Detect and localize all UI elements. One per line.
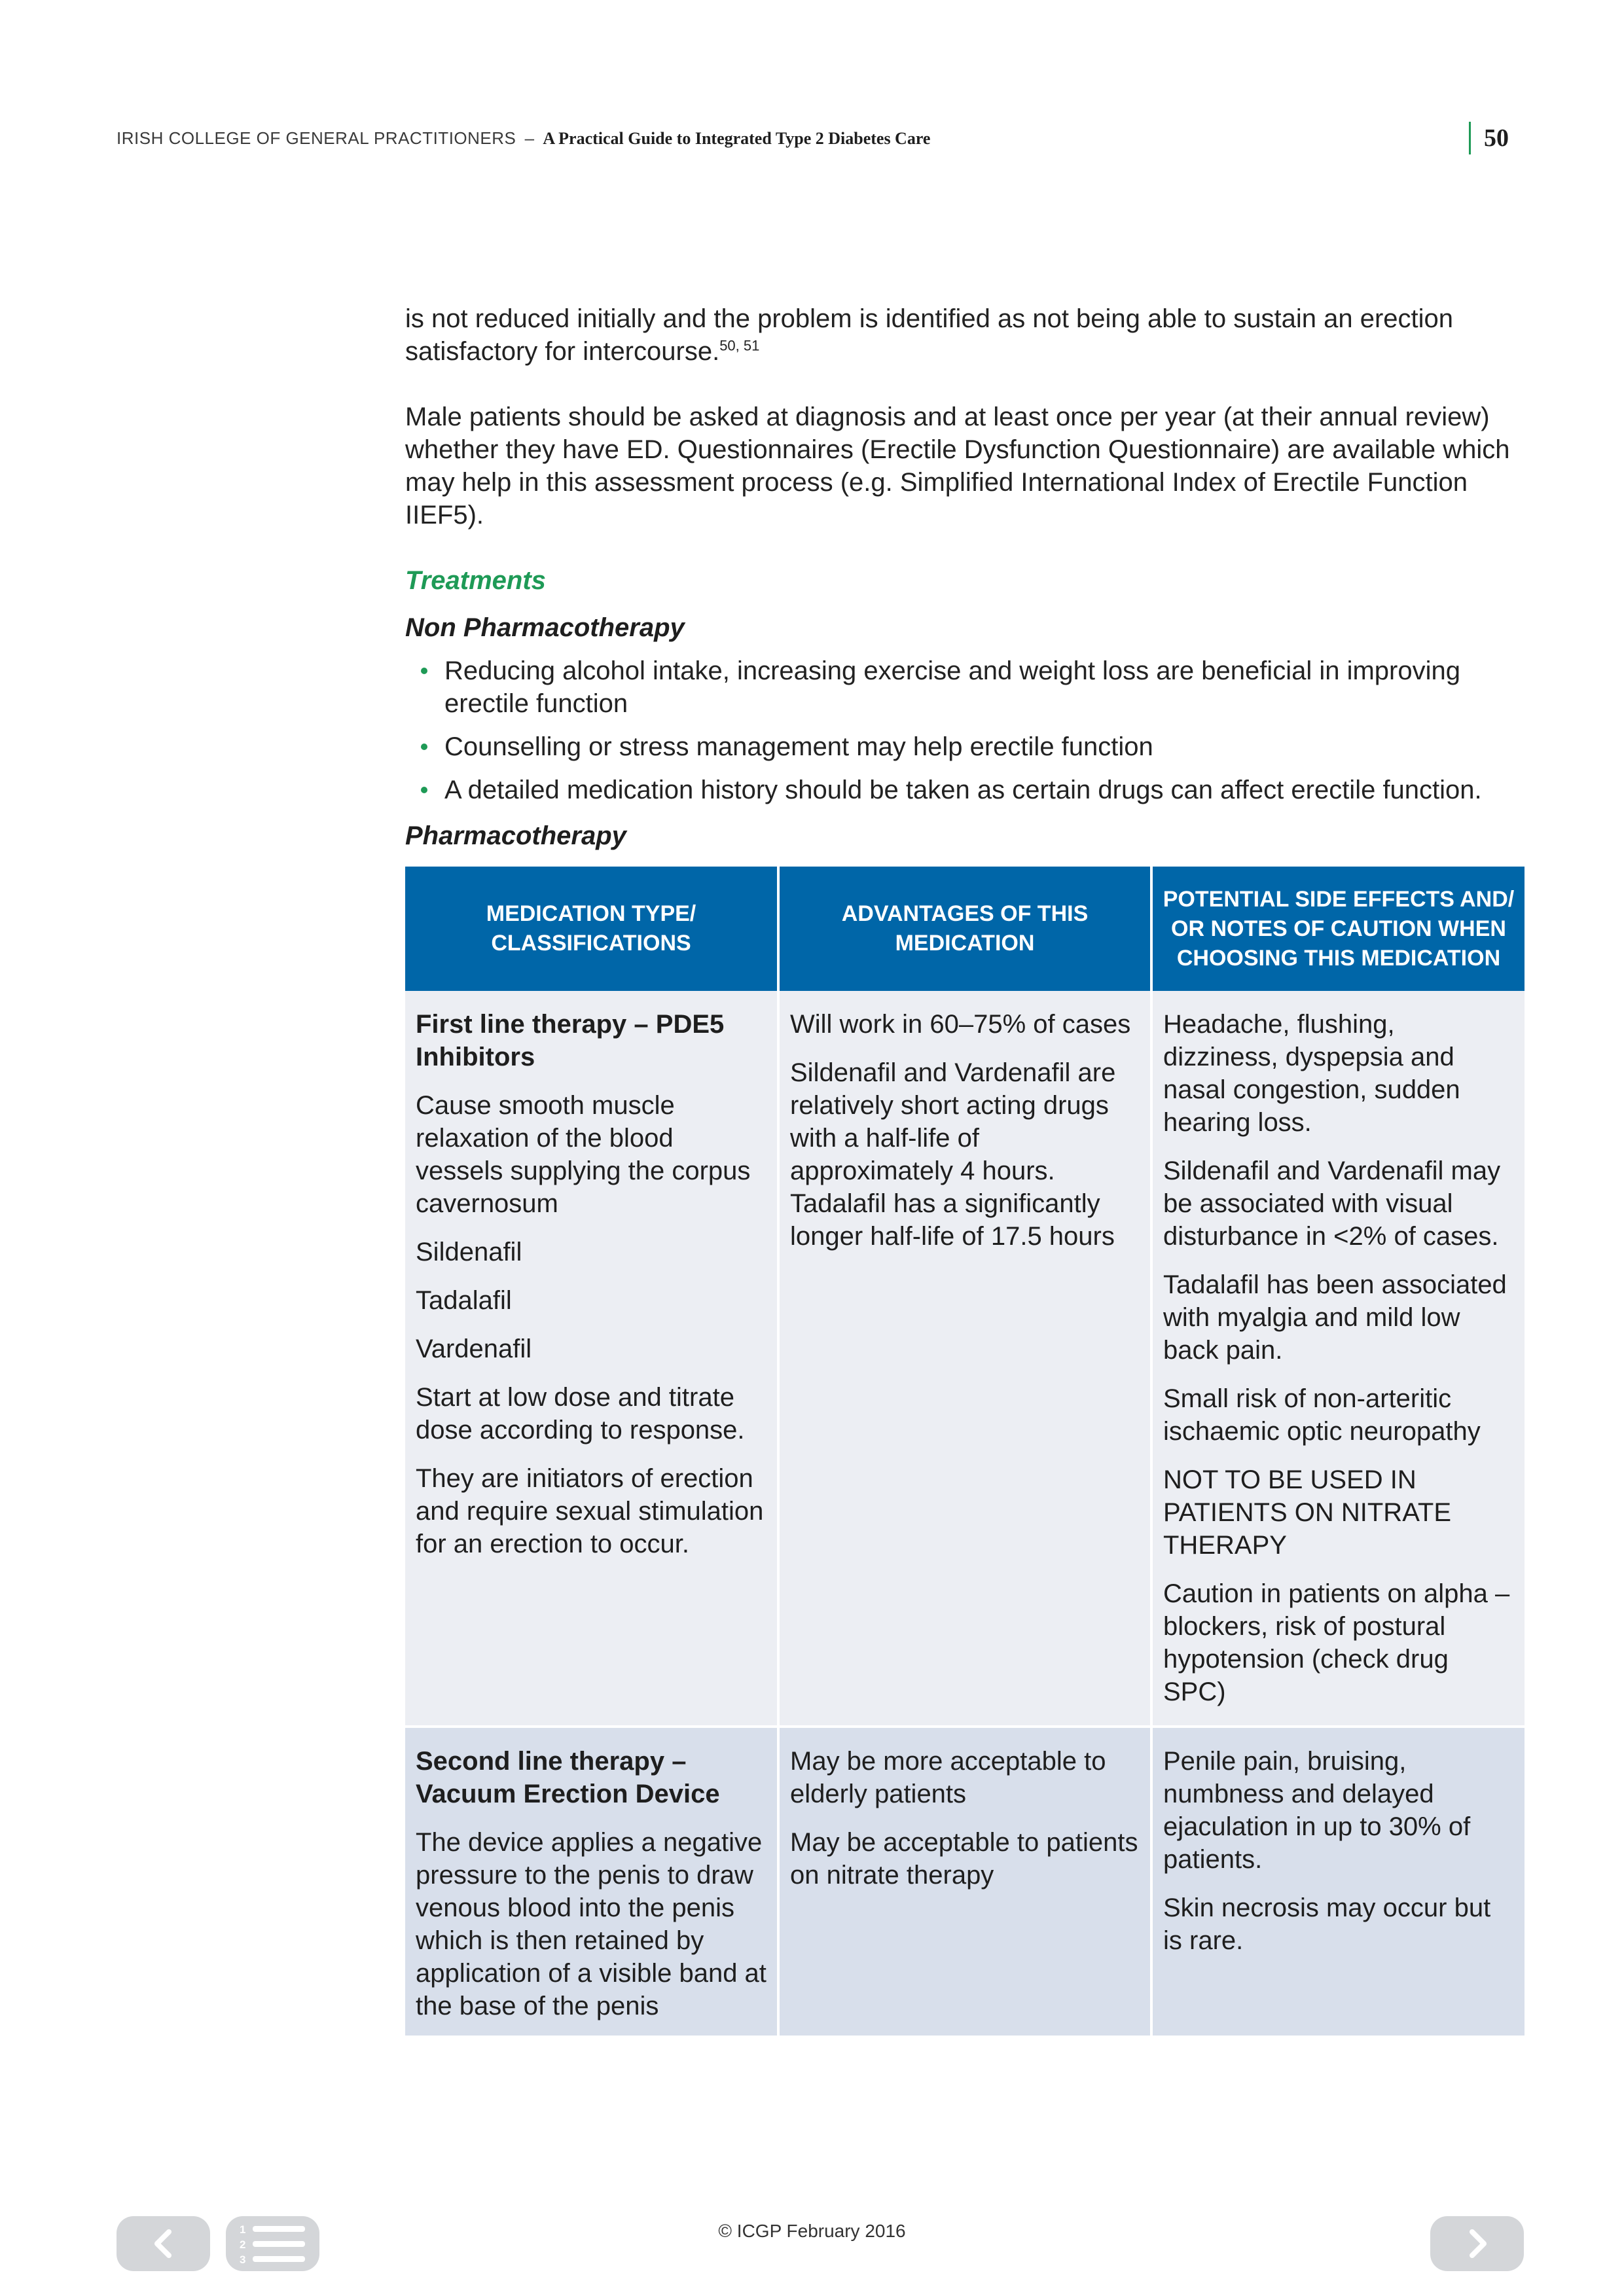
- running-header: [117, 128, 1524, 154]
- list-item: [405, 730, 1525, 763]
- cell-text: Sildenafil and Vardenafil may be associated with visual disturbance in <2% of cases.: [1163, 1157, 1501, 1251]
- cell-text: Penile pain, bruising, numbness and delayed ejaculation in up to 30% of patients.: [1163, 1747, 1471, 1874]
- footer-copyright: © ICGP February 2016: [718, 2221, 906, 2241]
- cell-text: May be acceptable to patients on nitrate therapy: [790, 1828, 1138, 1890]
- pharmacotherapy-table: [405, 867, 1525, 2036]
- list-number: 3: [239, 2253, 245, 2266]
- header-separator: –: [524, 128, 535, 148]
- pharmacotherapy-heading: Pharmacotherapy: [405, 821, 626, 850]
- header-guide-title: A Practical Guide to Integrated Type 2 Diabetes Care: [543, 129, 931, 148]
- next-page-button[interactable]: [1430, 2216, 1524, 2271]
- drug-name: Sildenafil: [416, 1238, 522, 1266]
- page-number: 50: [1469, 122, 1509, 154]
- cell-text: Sildenafil and Vardenafil are relatively short acting drugs with a half-life of approximately 4 hours. Tadalafil has a significantly longer half-life of 17.5 hours: [790, 1058, 1116, 1251]
- table-cell-side-effects: [1151, 991, 1525, 1727]
- table-header-row: [405, 867, 1525, 991]
- cell-text: May be more acceptable to elderly patients: [790, 1747, 1106, 1808]
- intro-paragraph: [405, 302, 1525, 368]
- list-item: [405, 655, 1525, 720]
- table-row: [405, 991, 1525, 1727]
- cell-text: They are initiators of erection and require sexual stimulation for an erection to occur.: [416, 1464, 764, 1558]
- table-cell-side-effects: [1151, 1727, 1525, 2036]
- non-pharmacotherapy-list: [405, 655, 1525, 806]
- table-row: [405, 1727, 1525, 2036]
- table-cell-medication-type: [405, 991, 778, 1727]
- chevron-right-icon: [1464, 2228, 1490, 2259]
- column-header-medication-type: MEDICATION TYPE/ CLASSIFICATIONS: [405, 867, 778, 991]
- screening-paragraph: Male patients should be asked at diagnosis and at least once per year (at their annual review) whether they have ED. Questionnaires (Erectile Dysfunction Questionnaire) are available which may help in this assessment process (e.g. Simplified International Index of Erectile Function IIEF5).: [405, 403, 1510, 529]
- list-item-text: Reducing alcohol intake, increasing exercise and weight loss are beneficial in improving erectile function: [444, 656, 1460, 718]
- cell-text: The device applies a negative pressure to the penis to draw venous blood into the penis which is then retained by application of a visible band at the base of the penis: [416, 1828, 767, 2020]
- cell-text: Caution in patients on alpha – blockers, risk of postural hypotension (check drug SPC): [1163, 1579, 1510, 1706]
- intro-paragraph-text: is not reduced initially and the problem is identified as not being able to sustain an erection satisfactory for intercourse.: [405, 304, 1453, 366]
- cell-text: Headache, flushing, dizziness, dyspepsia and nasal congestion, sudden hearing loss.: [1163, 1010, 1460, 1137]
- cell-text: Small risk of non-arteritic ischaemic optic neuropathy: [1163, 1384, 1481, 1446]
- drug-name: Vardenafil: [416, 1335, 532, 1363]
- cell-text: Tadalafil has been associated with myalgia and mild low back pain.: [1163, 1270, 1507, 1365]
- list-item: [405, 774, 1525, 806]
- list-item-text: A detailed medication history should be taken as certain drugs can affect erectile function.: [444, 776, 1482, 804]
- bullet-icon: [421, 787, 427, 793]
- table-cell-advantages: [778, 1727, 1151, 2036]
- table-cell-advantages: [778, 991, 1151, 1727]
- bullet-icon: [421, 668, 427, 674]
- cell-text: Cause smooth muscle relaxation of the blood vessels supplying the corpus cavernosum: [416, 1091, 751, 1218]
- list-number: 2: [239, 2238, 245, 2251]
- column-header-advantages: ADVANTAGES OF THIS MEDICATION: [778, 867, 1151, 991]
- therapy-title: First line therapy – PDE5 Inhibitors: [416, 1010, 725, 1071]
- therapy-title: Second line therapy – Vacuum Erection Device: [416, 1747, 720, 1808]
- drug-name: Tadalafil: [416, 1286, 512, 1315]
- citation-ref: 50, 51: [719, 337, 760, 354]
- cell-text: Skin necrosis may occur but is rare.: [1163, 1893, 1491, 1955]
- treatments-heading: Treatments: [405, 566, 546, 595]
- bullet-icon: [421, 744, 427, 750]
- list-item-text: Counselling or stress management may help erectile function: [444, 732, 1153, 761]
- non-pharmacotherapy-heading: Non Pharmacotherapy: [405, 613, 685, 642]
- list-number: 1: [239, 2223, 245, 2236]
- cell-text: Start at low dose and titrate dose according to response.: [416, 1383, 745, 1444]
- header-org: IRISH COLLEGE OF GENERAL PRACTITIONERS: [117, 128, 516, 148]
- cell-text: Will work in 60–75% of cases: [790, 1010, 1131, 1039]
- cell-text: NOT TO BE USED IN PATIENTS ON NITRATE THERAPY: [1163, 1465, 1452, 1560]
- table-cell-medication-type: [405, 1727, 778, 2036]
- main-content: [405, 302, 1525, 2036]
- column-header-side-effects: POTENTIAL SIDE EFFECTS AND/ OR NOTES OF CAUTION WHEN CHOOSING THIS MEDICATION: [1151, 867, 1525, 991]
